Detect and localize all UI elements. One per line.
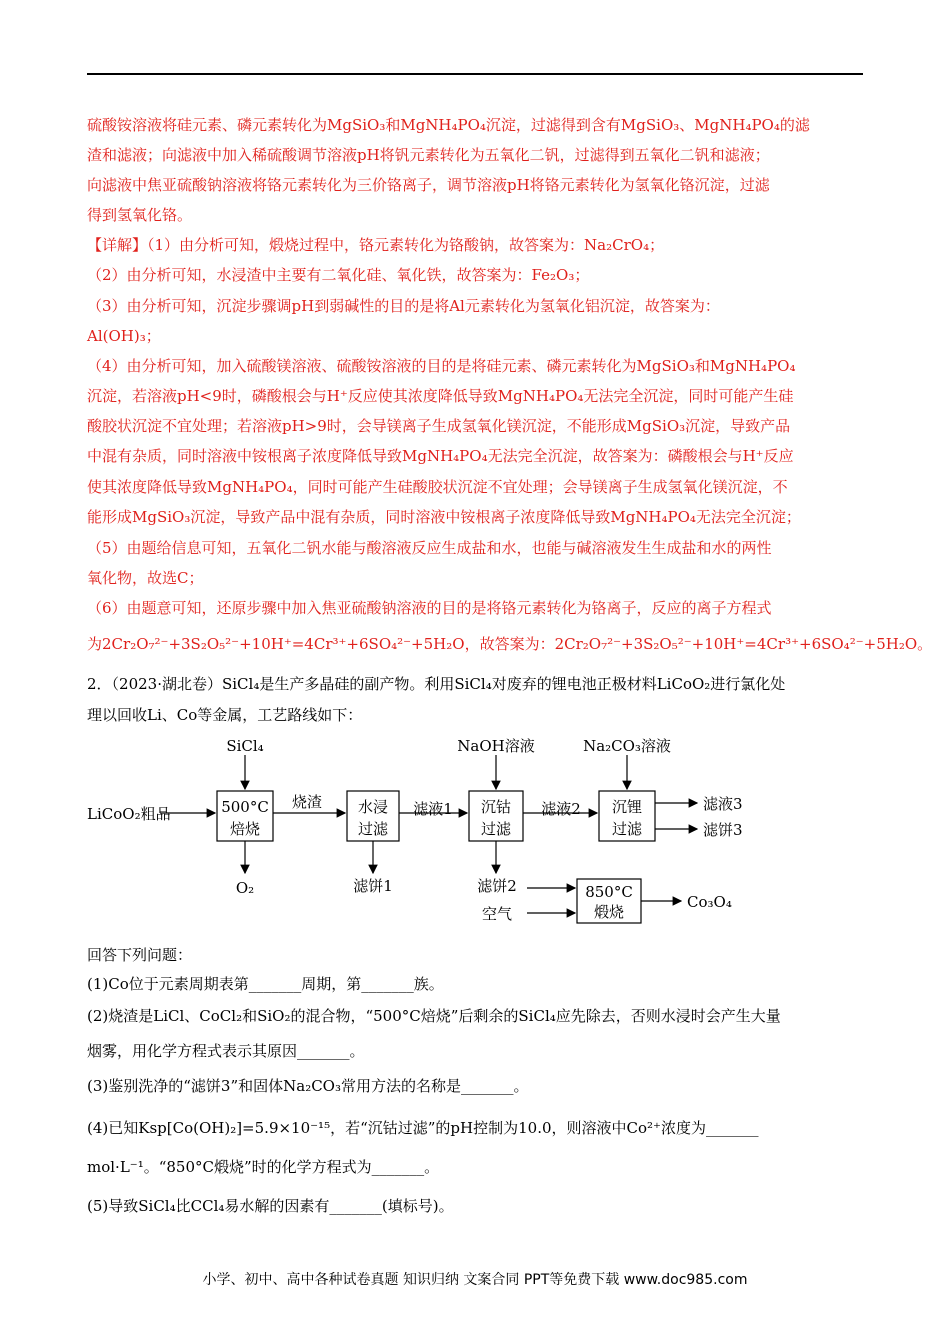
box-calcine-line2: 煅烧 [593,903,625,921]
detail-line: 中混有杂质，同时溶液中铵根离子浓度降低导致MgNH₄PO₄无法完全沉淀，故答案为：磷酸根会与H⁺反应 [87,447,794,465]
analysis-line: 硫酸铵溶液将硅元素、磷元素转化为MgSiO₃和MgNH₄PO₄沉淀，过滤得到含有MgSiO₃、MgNH₄PO₄的滤 [87,116,810,134]
box-roast-line1: 500°C [221,798,269,816]
box-cobalt-line1: 沉钴 [480,798,512,816]
label-filtrate-2: 滤液2 [541,800,581,818]
output-o2: O₂ [235,879,255,897]
detail-line: 使其浓度降低导致MgNH₄PO₄，同时可能产生硅酸胶状沉淀不宜处理；会导镁离子生成氢氧化镁沉淀，不 [87,478,788,496]
detail-line: Al(OH)₃； [87,327,161,345]
reagent-na2co3: Na₂CO₃溶液 [583,737,671,755]
box-lithium-line1: 沉锂 [611,798,643,816]
box-roast-line2: 焙烧 [229,820,261,838]
sub-question-1: (1)Co位于元素周期表第_______周期，第_______族。 [87,975,444,993]
sub-question-5: (5)导致SiCl₄比CCl₄易水解的因素有_______(填标号)。 [87,1197,454,1215]
output-filter-cake-2: 滤饼2 [477,877,517,895]
reagent-sicl4: SiCl₄ [226,737,264,755]
box-water-leach-line2: 过滤 [357,820,389,838]
sub-question-3: (3)鉴别洗净的“滤饼3”和固体Na₂CO₃常用方法的名称是_______。 [87,1077,529,1095]
sub-question-2: (2)烧渣是LiCl、CoCl₂和SiO₂的混合物，“500°C焙烧”后剩余的SiCl₄应先除去，否则水浸时会产生大量 [87,1007,781,1025]
question-intro: 理以回收Li、Co等金属，工艺路线如下： [87,706,363,724]
detail-line-equation: 为2Cr₂O₇²⁻+3S₂O₅²⁻+10H⁺=4Cr³⁺+6SO₄²⁻+5H₂O，故答案为：2Cr₂O₇²⁻+3S₂O₅²⁻+10H⁺=4Cr³⁺+6SO₄²⁻+5H₂O。 [87,635,933,653]
analysis-line: 向滤液中焦亚硫酸钠溶液将铬元素转化为三价铬离子，调节溶液pH将铬元素转化为氢氧化铬沉淀，过滤 [87,176,770,194]
analysis-line: 得到氢氧化铬。 [87,206,193,224]
detail-line: （4）由分析可知，加入硫酸镁溶液、硫酸铵溶液的目的是将硅元素、磷元素转化为MgSiO₃和MgNH₄PO₄ [87,357,796,375]
sub-question-2-cont: 烟雾，用化学方程式表示其原因_______。 [87,1042,365,1060]
header-rule [87,73,863,75]
detail-line: （6）由题意可知，还原步骤中加入焦亚硫酸钠溶液的目的是将铬元素转化为铬离子，反应的离子方程式 [87,599,772,617]
product-co3o4: Co₃O₄ [687,893,732,911]
box-cobalt-line2: 过滤 [480,820,512,838]
analysis-line: 渣和滤液；向滤液中加入稀硫酸调节溶液pH将钒元素转化为五氧化二钒，过滤得到五氧化二钒和滤液； [87,146,770,164]
input-air: 空气 [481,905,513,923]
reagent-naoh: NaOH溶液 [457,737,535,755]
detail-line: 能形成MgSiO₃沉淀，导致产品中混有杂质，同时溶液中铵根离子浓度降低导致MgNH₄PO₄无法完全沉淀； [87,508,801,526]
sub-question-4: (4)已知Ksp[Co(OH)₂]=5.9×10⁻¹⁵，若“沉钴过滤”的pH控制为10.0，则溶液中Co²⁺浓度为_______ [87,1119,759,1137]
answer-prompt: 回答下列问题： [87,946,193,964]
sub-question-4-cont: mol·L⁻¹。“850°C煅烧”时的化学方程式为_______。 [87,1158,440,1176]
box-water-leach-line1: 水浸 [357,798,389,816]
label-filtrate-1: 滤液1 [413,800,453,818]
output-filtrate-3: 滤液3 [703,795,743,813]
question-intro: 2．（2023·湖北卷）SiCl₄是生产多晶硅的副产物。利用SiCl₄对废弃的锂电池正极材料LiCoO₂进行氯化处 [87,675,786,693]
output-filter-cake-1: 滤饼1 [353,877,393,895]
detail-line: （5）由题给信息可知，五氧化二钒水能与酸溶液反应生成盐和水，也能与碱溶液发生生成盐和水的两性 [87,539,772,557]
label-slag: 烧渣 [291,793,323,811]
output-filter-cake-3: 滤饼3 [703,821,743,839]
page-footer: 小学、初中、高中各种试卷真题 知识归纳 文案合同 PPT等免费下载 www.doc985.com [202,1272,748,1288]
detail-line: 沉淀，若溶液pH<9时，磷酸根会与H⁺反应使其浓度降低导致MgNH₄PO₄无法完全沉淀，同时可能产生硅 [87,387,794,405]
detail-line: （3）由分析可知，沉淀步骤调pH到弱碱性的目的是将Al元素转化为氢氧化铝沉淀，故答案为： [87,297,720,315]
detail-line: 【详解】（1）由分析可知，煅烧过程中，铬元素转化为铬酸钠，故答案为：Na₂CrO₄； [87,236,665,254]
detail-line: 酸胶状沉淀不宜处理；若溶液pH>9时，会导镁离子生成氢氧化镁沉淀，不能形成MgSiO₃沉淀，导致产品 [87,417,791,435]
box-lithium-line2: 过滤 [611,820,643,838]
detail-line: （2）由分析可知，水浸渣中主要有二氧化硅、氧化铁，故答案为：Fe₂O₃； [87,266,590,284]
start-material: LiCoO₂粗品 [87,805,171,823]
detail-line: 氧化物，故选C； [87,569,204,587]
process-flowchart [85,733,765,933]
box-calcine-line1: 850°C [585,883,633,901]
